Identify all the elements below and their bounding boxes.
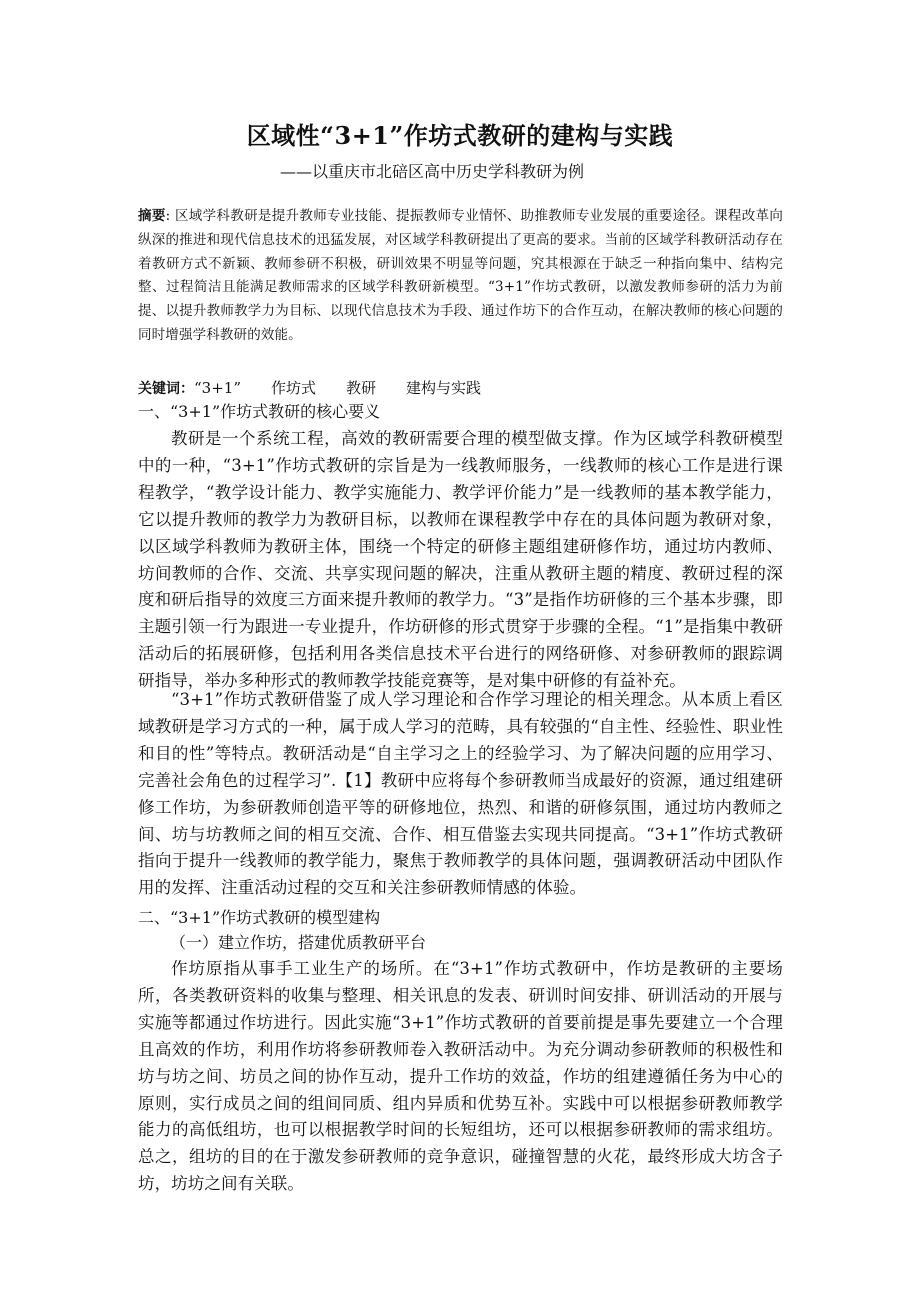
subsection-heading: （一）建立作坊，搭建优质教研平台 (170, 933, 427, 952)
abstract-label: 摘要 (138, 208, 166, 224)
keyword: 教研 (346, 379, 377, 397)
document-subtitle: ——以重庆市北碚区高中历史学科教研为例 (280, 162, 585, 181)
abstract-text: : 区域学科教研是提升教师专业技能、提振教师专业情怀、助推教师专业发展的重要途径。课程改革向纵深的推进和现代信息技术的迅猛发展，对区域学科教研提出了更高的要求。当前的区域学科教研活动存在着教研方式不新颖、教师参研不积极，研训效果不明显等问题，究其根源在于缺乏一种指向集中、结构完整、过程简洁且能满足教师需求的区域学科教研新模型。“3+1”作坊式教研，以激发教师参研的活力为前提、以提升教师教学力为目标、以现代信息技术为手段、通过作坊下的合作互动，在解决教师的核心问题的同时增强学科教研的效能。 (138, 208, 783, 343)
keyword: 建构与实践 (406, 379, 482, 397)
keyword: 作坊式 (271, 379, 317, 397)
keyword: “3+1” (194, 379, 241, 397)
body-paragraph: “3+1”作坊式教研借鉴了成人学习理论和合作学习理论的相关理念。从本质上看区域教研是学习方式的一种，属于成人学习的范畴，具有较强的“自主性、经验性、职业性和目的性”等特点。教研活动是“自主学习之上的经验学习、为了解决问题的应用学习、完善社会角色的过程学习”.【1】教研中应将每个参研教师当成最好的资源，通过组建研修工作坊，为参研教师创造平等的研修地位，热烈、和谐的研修氛围，通过坊内教师之间、坊与坊教师之间的相互交流、合作、相互借鉴去实现共同提高。“3+1”作坊式教研指向于提升一线教师的教学能力，聚焦于教师教学的具体问题，强调教研活动中团队作用的发挥、注重活动过程的交互和关注参研教师情感的体验。 (138, 690, 783, 898)
section-heading: 一、“3+1”作坊式教研的核心要义 (138, 402, 381, 421)
keywords-label: 关键词： (138, 381, 194, 397)
section-heading: 二、“3+1”作坊式教研的模型建构 (138, 908, 381, 927)
document-title: 区域性“3+1”作坊式教研的建构与实践 (246, 121, 674, 150)
body-paragraph: 教研是一个系统工程，高效的教研需要合理的模型做支撑。作为区域学科教研模型中的一种，“3+1”作坊式教研的宗旨是为一线教师服务，一线教师的核心工作是进行课程教学，“教学设计能力、教学实施能力、教学评价能力”是一线教师的基本教学能力，它以提升教师的教学力为教研目标，以教师在课程教学中存在的具体问题为教研对象，以区域学科教师为教研主体，围绕一个特定的研修主题组建研修作坊，通过坊内教师、坊间教师的合作、交流、共享实现问题的解决，注重从教研主题的精度、教研过程的深度和研后指导的效度三方面来提升教师的教学力。“3”是指作坊研修的三个基本步骤，即主题引领一行为跟进一专业提升，作坊研修的形式贯穿于步骤的全程。“1”是指集中教研活动后的拓展研修，包括利用各类信息技术平台进行的网络研修、对参研教师的跟踪调研指导，举办多种形式的教师教学技能竞赛等，是对集中研修的有益补充。 (138, 429, 783, 691)
keywords-line (138, 376, 783, 401)
body-paragraph: 作坊原指从事手工业生产的场所。在“3+1”作坊式教研中，作坊是教研的主要场所，各类教研资料的收集与整理、相关讯息的发表、研训时间安排、研训活动的开展与实施等都通过作坊进行。因此实施“3+1”作坊式教研的首要前提是事先要建立一个合理且高效的作坊，利用作坊将参研教师卷入教研活动中。为充分调动参研教师的积极性和坊与坊之间、坊员之间的协作互动，提升工作坊的效益，作坊的组建遵循任务为中心的原则，实行成员之间的组间同质、组内异质和优势互补。实践中可以根据参研教师教学能力的高低组坊，也可以根据教学时间的长短组坊，还可以根据参研教师的需求组坊。总之，组坊的目的在于激发参研教师的竞争意识，碰撞智慧的火花，最终形成大坊含子坊，坊坊之间有关联。 (138, 959, 783, 1194)
abstract-block (138, 205, 783, 348)
